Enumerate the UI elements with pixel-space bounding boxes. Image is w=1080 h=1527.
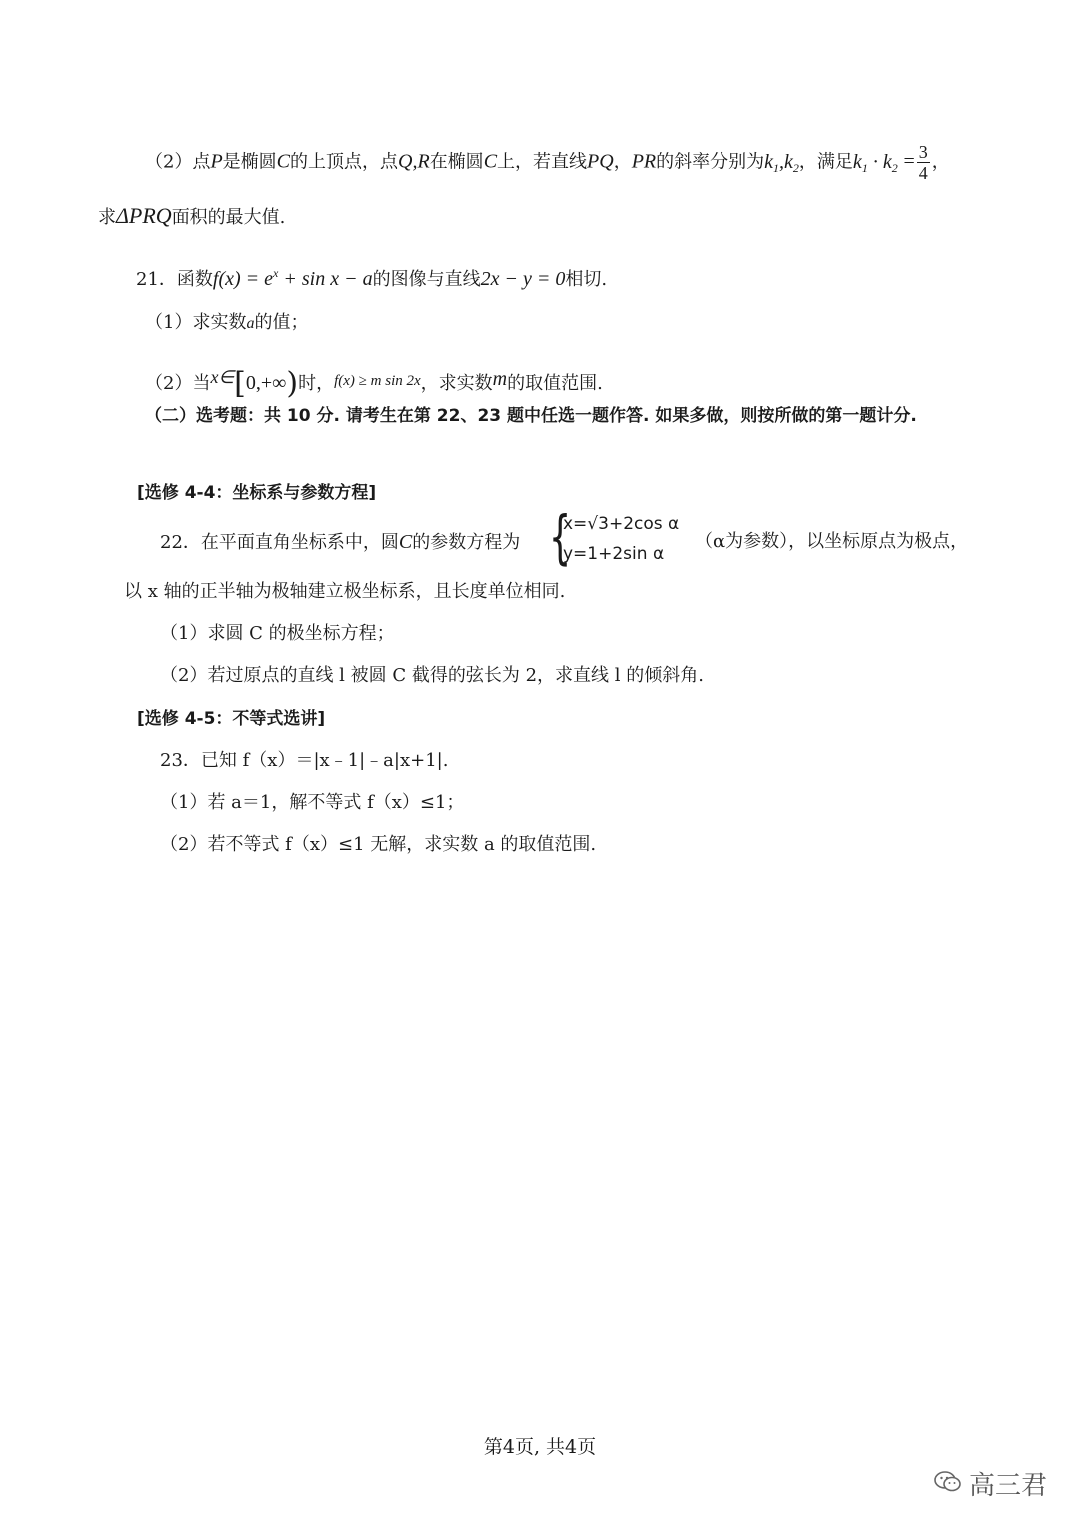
fraction-3-4: $\frac{3}{4}$: [918, 142, 928, 183]
product-k1-k2: $k_1 \cdot k_2$: [852, 150, 898, 175]
watermark-text: 高三君: [969, 1471, 1048, 1501]
q23-stem: 23．已知 f（x）＝|x﹣1|﹣a|x+1|.: [160, 750, 449, 771]
watermark: [933, 1465, 1047, 1502]
param-eq-x: x=√3+2cos α: [563, 514, 680, 534]
q21-part2: （2）当x∈[0,+∞)时，$^{f(x) \ge m sin 2x}$，求实数m的取值范围.: [145, 366, 603, 401]
brace-icon: {: [549, 503, 572, 571]
param-eq-y: y=1+2sin α: [563, 544, 665, 564]
q22-part1: （1）求圆 C 的极坐标方程；: [160, 623, 395, 644]
q22-part2: （2）若过原点的直线 l 被圆 C 截得的弦长为 2，求直线 l 的倾斜角.: [160, 665, 704, 686]
q22-line2: 以 x 轴的正半轴为极轴建立极坐标系，且长度单位相同.: [124, 581, 566, 602]
parametric-system: [549, 503, 709, 572]
q22-stem: 22．在平面直角坐标系中，圆C的参数方程为: [160, 531, 521, 553]
page-footer: 第4页, 共4页: [483, 1436, 597, 1458]
q21-stem: 21．函数$f(x) = e^x + \sin x - a$的图像与直线2x − y = 0相切.: [136, 266, 608, 290]
q23-part1: （1）若 a＝1，解不等式 f（x）≤1；: [160, 792, 465, 813]
elective44-heading: [选修 4-4：坐标系与参数方程]: [137, 483, 377, 503]
slopes-k1-k2: $k_1,k_2$: [764, 150, 799, 175]
elective45-heading: [选修 4-5：不等式选讲]: [137, 709, 326, 729]
q23-part2: （2）若不等式 f（x）≤1 无解，求实数 a 的取值范围.: [160, 834, 597, 855]
function-formula: $f(x) = e^x + \sin x - a$: [212, 266, 373, 290]
q20-part2-line2: 求ΔPRQ面积的最大值.: [98, 203, 286, 228]
q22-stem-tail: （α为参数），以坐标原点为极点，: [695, 531, 969, 552]
section2-title: （二）选考题：共 10 分. 请考生在第 22、23 题中任选一题作答. 如果多做，则按所做的第一题计分.: [145, 406, 917, 426]
q20-part2-line1: （2）点P是椭圆C的上顶点，点Q,R在椭圆C上，若直线PQ，PR的斜率分别为$k_1,k_2$，满足$k_1 \cdot k_2$ = $\frac{3}{4}$ ，: [145, 142, 950, 183]
wechat-icon: [933, 1469, 963, 1499]
q21-part1: （1）求实数a的值；: [145, 312, 309, 333]
